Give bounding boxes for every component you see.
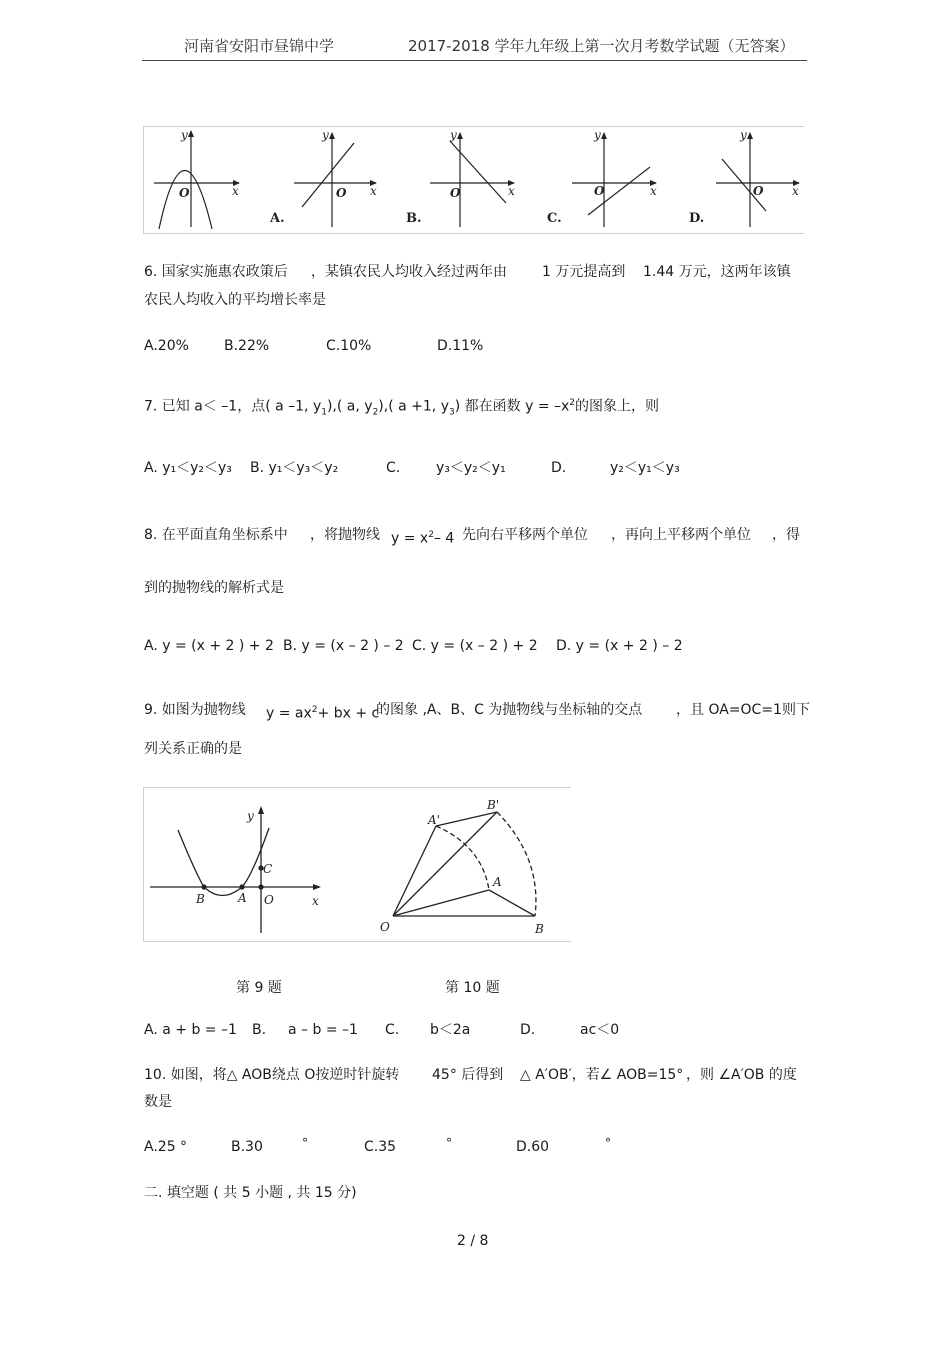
fig10-point-a: A <box>493 875 502 889</box>
q9-option-a: A. a + b = –1 <box>144 1022 237 1038</box>
q10-option-c: C.35 <box>364 1139 397 1155</box>
q10-option-a: A.25 ° <box>144 1139 188 1155</box>
q10-text-b: 45° 后得到 <box>432 1067 504 1083</box>
q7-sub2: 2 <box>372 407 379 418</box>
g5-x-label: x <box>792 184 799 198</box>
q6-option-b: B.22% <box>224 338 270 354</box>
header-school: 河南省安阳市昼锦中学 <box>184 37 335 55</box>
fig10-point-b-prime: B' <box>487 798 500 812</box>
g2-y-label: y <box>322 128 329 142</box>
g1-origin-label: O <box>179 186 190 200</box>
caption-fig9: 第 9 题 <box>236 980 282 996</box>
q8-formula <box>391 525 454 549</box>
fig9-point-a: A <box>238 891 247 905</box>
fig10-point-o: O <box>380 920 390 934</box>
g2-origin-label: O <box>336 186 347 200</box>
g4-origin-label: O <box>594 184 605 198</box>
q9-formula-sup: 2 <box>311 705 318 715</box>
q7-sub1: 1 <box>321 407 327 418</box>
q9-formula-b: + bx + c <box>317 705 380 722</box>
q9-option-b-label: B. <box>252 1022 267 1038</box>
g5-y-label: y <box>740 128 747 142</box>
fig9-point-b: B <box>196 892 205 906</box>
q9-formula-a: y = ax <box>266 705 312 722</box>
figures-svg <box>144 788 571 941</box>
g5-origin-label: O <box>753 184 764 198</box>
q9-option-c-label: C. <box>385 1022 400 1038</box>
q8-formula-a: y = x <box>391 530 429 547</box>
g1-y-label: y <box>181 128 188 142</box>
q7-sub3: 3 <box>448 407 455 418</box>
q7-stem-d: ) 都在函数 y = –x <box>454 398 570 415</box>
q9-text-e: ，且 OA=OC=1则下 <box>676 702 810 718</box>
figures-9-10 <box>143 787 571 942</box>
q6-option-c: C.10% <box>326 338 372 354</box>
q8-option-d: D. y = (x + 2 ) – 2 <box>556 638 683 654</box>
q8-option-c: C. y = (x – 2 ) + 2 <box>412 638 538 654</box>
graph-options-figure <box>143 126 804 234</box>
q6-text-c: 1 万元提高到 <box>542 264 626 280</box>
q10-option-b: B.30 <box>231 1139 263 1155</box>
q7-option-b: B. y₁＜y₃＜y₂ <box>250 460 339 476</box>
q7-option-c: y₃＜y₂＜y₁ <box>436 460 506 476</box>
q7-option-a: A. y₁＜y₂＜y₃ <box>144 460 232 476</box>
q8-text-b: ，将抛物线 <box>310 527 380 543</box>
fig10-point-a-prime: A' <box>428 813 440 827</box>
q7-option-d: y₂＜y₁＜y₃ <box>610 460 680 476</box>
q9-text-a: 9. 如图为抛物线 <box>144 702 246 718</box>
q10-text-line2: 数是 <box>144 1094 172 1110</box>
q9-text-line2: 列关系正确的是 <box>144 741 242 757</box>
q8-option-b: B. y = (x – 2 ) – 2 <box>283 638 404 654</box>
q9-option-c: b＜2a <box>430 1022 471 1038</box>
q10-option-d: D.60 <box>516 1139 550 1155</box>
q9-formula <box>266 700 379 724</box>
q8-text-g: ，得 <box>772 527 800 543</box>
header-title: 2017-2018 学年九年级上第一次月考数学试题（无答案） <box>408 37 795 55</box>
q10-text-c: △ A′OB′，若∠ AOB=15° <box>520 1067 684 1083</box>
fig10-point-b: B <box>535 922 544 936</box>
graph-options-svg <box>144 127 804 233</box>
q10-option-d-deg: ° <box>605 1136 611 1150</box>
g3-y-label: y <box>450 128 457 142</box>
q6-option-a: A.20% <box>144 338 189 354</box>
q6-text-a: 6. 国家实施惠农政策后 <box>144 264 288 280</box>
q6-option-d: D.11% <box>437 338 484 354</box>
q8-text-e: 先向右平移两个单位 <box>462 527 588 543</box>
q10-text-d: ，则 ∠A′OB 的度 <box>686 1067 797 1083</box>
section-2-heading: 二. 填空题 ( 共 5 小题 , 共 15 分) <box>144 1185 357 1201</box>
q7-stem-c: ),( a +1, y <box>378 398 449 415</box>
page-number: 2 / 8 <box>457 1233 489 1249</box>
q7-option-c-label: C. <box>386 460 401 476</box>
g1-x-label: x <box>232 184 239 198</box>
q7-stem-a: 7. 已知 a＜ –1，点( a –1, y <box>144 398 322 415</box>
g4-x-label: x <box>650 184 657 198</box>
g3-origin-label: O <box>450 186 461 200</box>
q8-text-line2: 到的抛物线的解析式是 <box>144 580 284 596</box>
q6-text-line2: 农民人均收入的平均增长率是 <box>144 292 326 308</box>
q8-option-a: A. y = (x + 2 ) + 2 <box>144 638 274 654</box>
g4-y-label: y <box>594 128 601 142</box>
q10-option-c-deg: ° <box>446 1136 452 1150</box>
g3-x-label: x <box>508 184 515 198</box>
q10-text-a: 10. 如图，将△ AOB绕点 O按逆时针旋转 <box>144 1067 400 1083</box>
q7-stem-b: ),( a, y <box>326 398 373 415</box>
q7-stem <box>144 393 659 422</box>
q7-sup2: 2 <box>569 398 576 408</box>
q7-option-d-label: D. <box>551 460 567 476</box>
graph-label-a: A. <box>270 211 285 226</box>
fig9-x-label: x <box>312 894 319 908</box>
q9-text-d: 的图象 ,A、B、C 为抛物线与坐标轴的交点 <box>376 702 643 718</box>
header-rule <box>142 60 807 61</box>
fig9-y-label: y <box>247 809 254 823</box>
q9-option-d: ac＜0 <box>580 1022 620 1038</box>
q9-option-d-label: D. <box>520 1022 536 1038</box>
q10-option-b-deg: ° <box>302 1136 308 1150</box>
q9-option-b: a – b = –1 <box>288 1022 358 1038</box>
q8-formula-b: – 4 <box>433 530 455 547</box>
g2-x-label: x <box>370 184 377 198</box>
q7-stem-e: 的图象上，则 <box>575 398 660 415</box>
q6-text-d: 1.44 万元，这两年该镇 <box>643 264 791 280</box>
fig9-point-o: O <box>264 893 274 907</box>
q8-text-a: 8. 在平面直角坐标系中 <box>144 527 288 543</box>
caption-fig10: 第 10 题 <box>445 980 500 996</box>
graph-label-c: C. <box>547 211 562 226</box>
fig9-point-c: C <box>263 862 273 876</box>
q6-text-b: ，某镇农民人均收入经过两年由 <box>311 264 507 280</box>
q8-formula-sup: 2 <box>428 530 434 540</box>
graph-label-b: B. <box>406 211 422 226</box>
graph-label-d: D. <box>689 211 705 226</box>
q8-text-f: ，再向上平移两个单位 <box>611 527 751 543</box>
